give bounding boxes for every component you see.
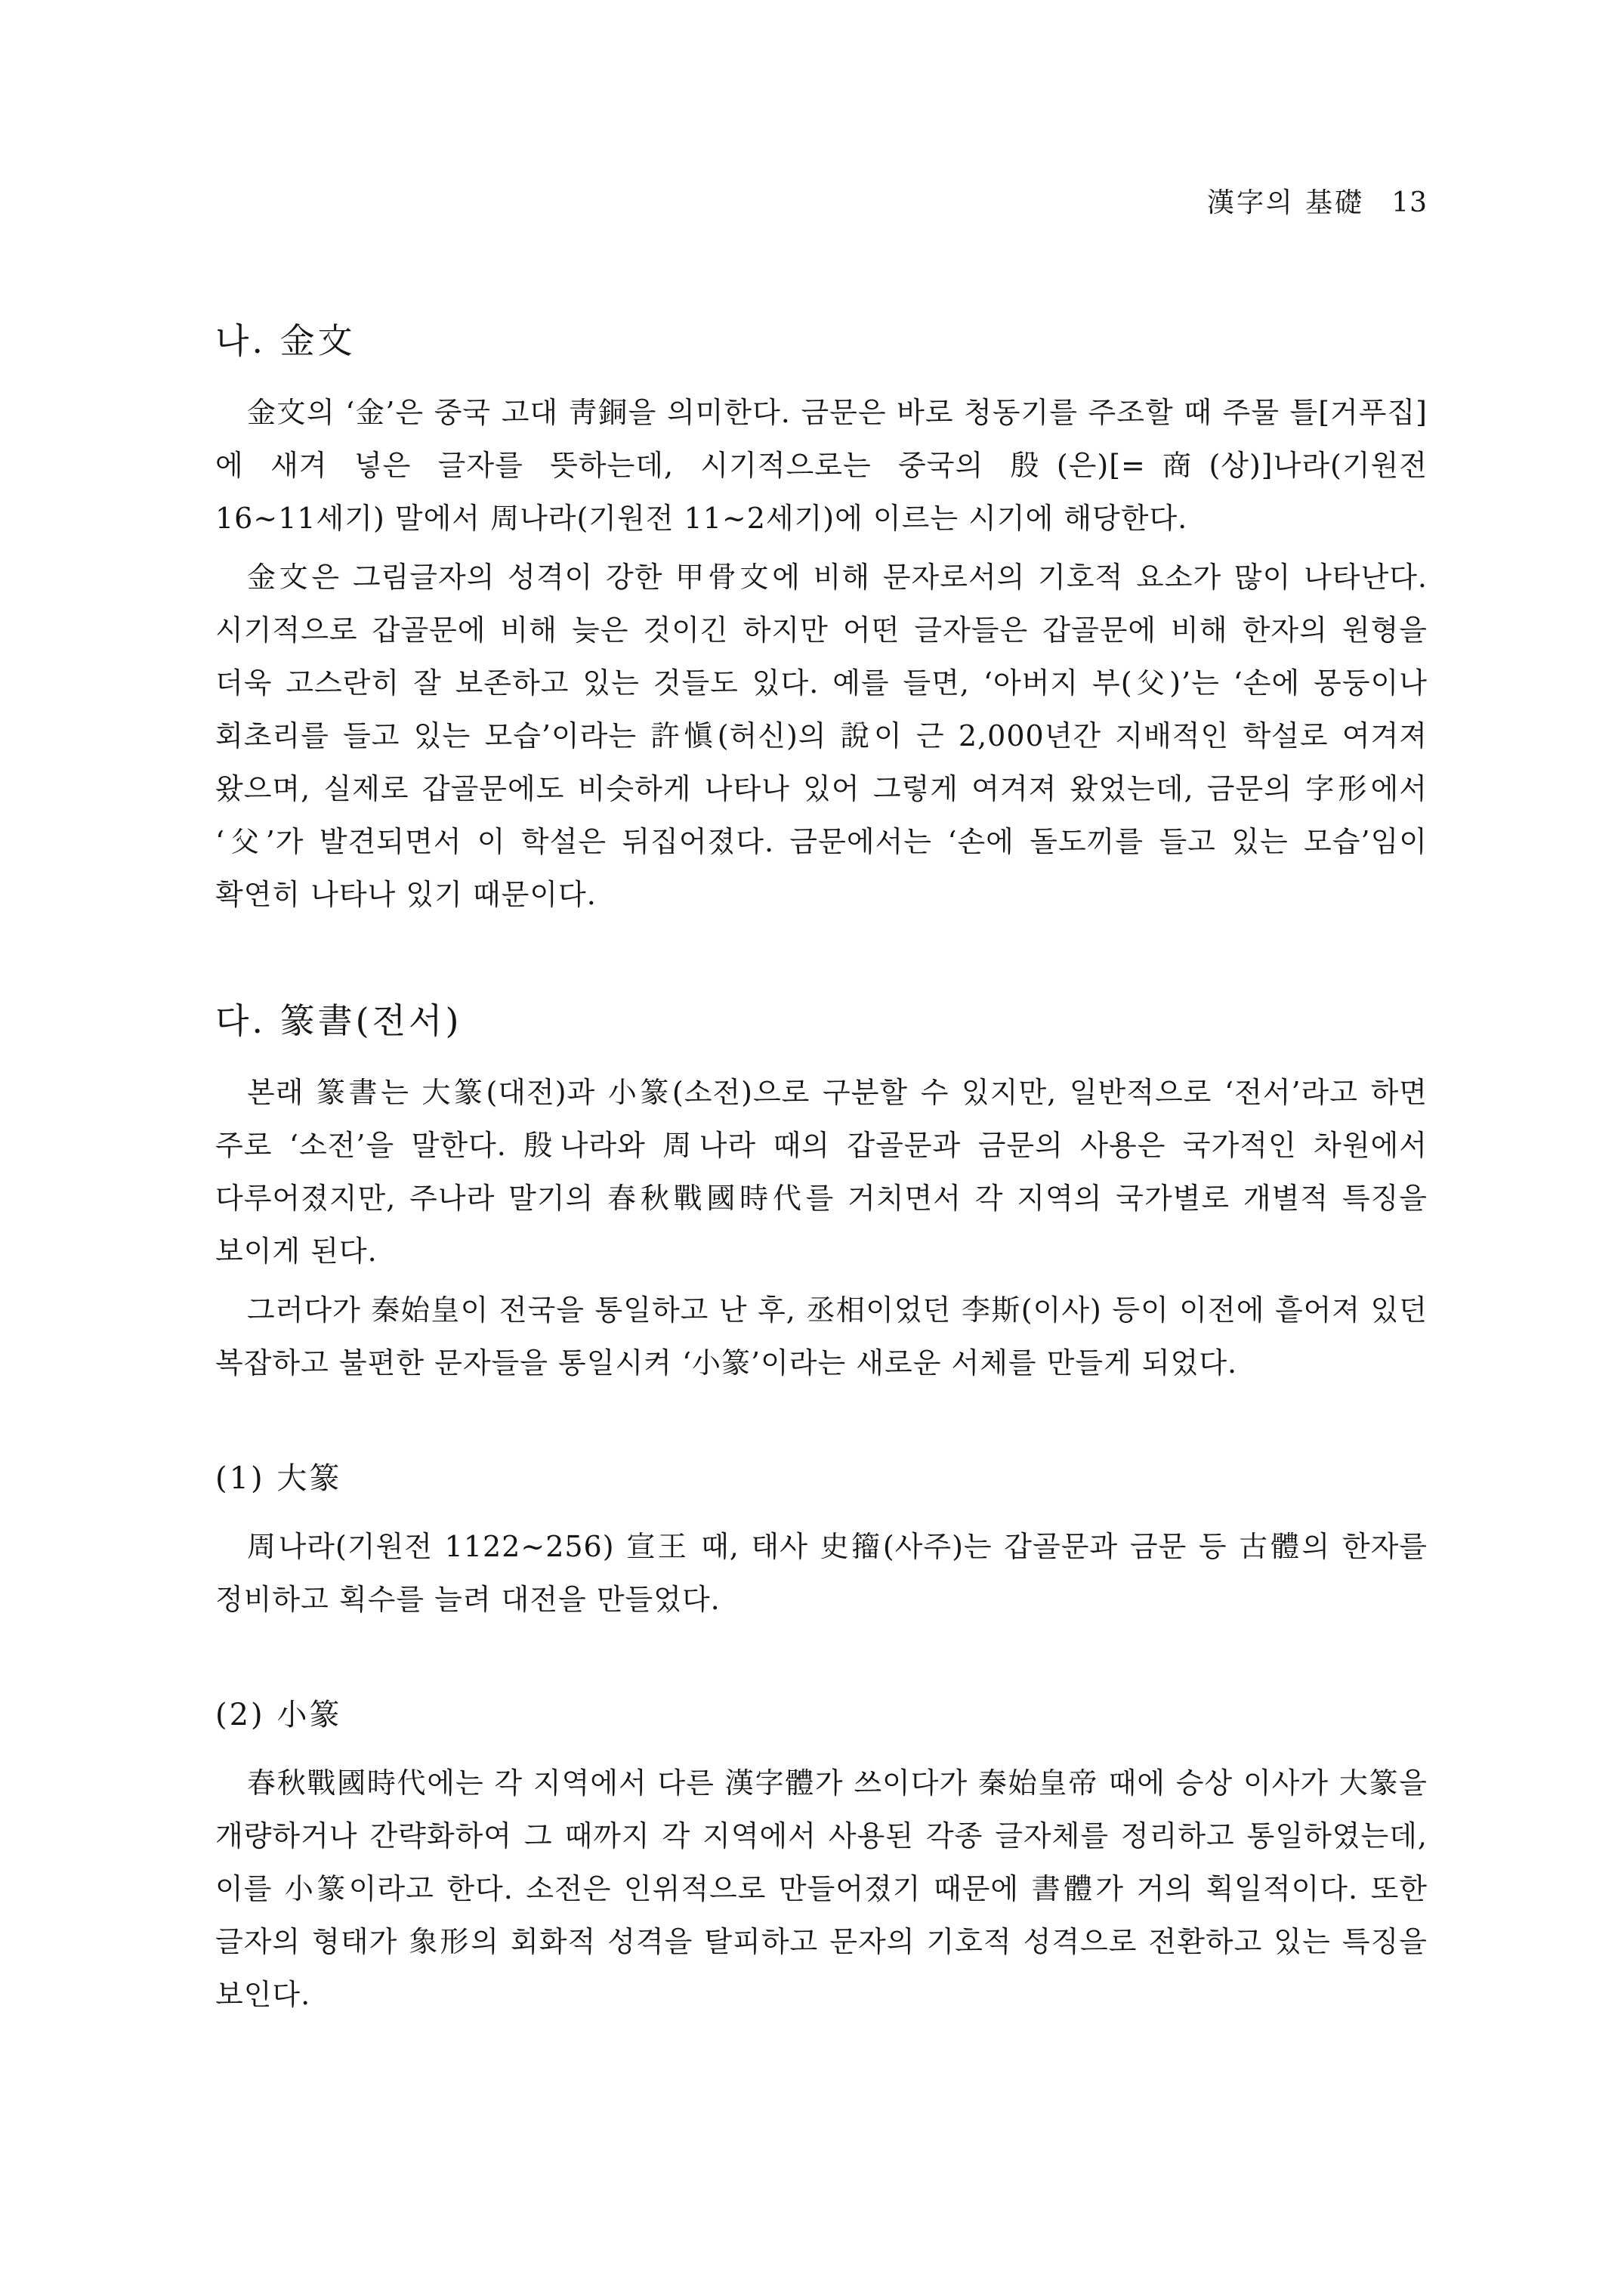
subsection-heading-sojeon: (2) 小篆: [215, 1698, 342, 1732]
paragraph-geummun-1: 金文의 ‘金’은 중국 고대 靑銅을 의미한다. 금문은 바로 청동기를 주조할 때 주물 틀[거푸집]에 새겨 넣은 글자를 뜻하는데, 시기적으로는 중국의 殷(은)[=商(상)]나라(기원전 16~11세기) 말에서 周나라(기원전 11~2세기)에 이르는 시기에 해당한다.: [215, 396, 1428, 535]
page-number: 13: [1391, 187, 1428, 218]
header-title: 漢字의 基礎: [1206, 187, 1365, 218]
subsection-heading-daejeon: (1) 大篆: [215, 1461, 342, 1496]
page-body: [215, 314, 1428, 2027]
paragraph-geummun-2: 金文은 그림글자의 성격이 강한 甲骨文에 비해 문자로서의 기호적 요소가 많이 나타난다. 시기적으로 갑골문에 비해 늦은 것이긴 하지만 어떤 글자들은 갑골문에 비해 한자의 원형을 더욱 고스란히 잘 보존하고 있는 것들도 있다. 예를 들면, ‘아버지 부(父)’는 ‘손에 몽둥이나 회초리를 들고 있는 모습’이라는 許愼(허신)의 說이 근 2,000년간 지배적인 학설로 여겨져 왔으며, 실제로 갑골문에도 비슷하게 나타나 있어 그렇게 여겨져 왔었는데, 금문의 字形에서 ‘父’가 발견되면서 이 학설은 뒤집어졌다. 금문에서는 ‘손에 돌도끼를 들고 있는 모습’임이 확연히 나타나 있기 때문이다.: [215, 561, 1428, 911]
paragraph-jeonseo-2: 그러다가 秦始皇이 전국을 통일하고 난 후, 丞相이었던 李斯(이사) 등이 이전에 흩어져 있던 복잡하고 불편한 문자들을 통일시켜 ‘小篆’이라는 새로운 서체를 만들게 되었다.: [215, 1293, 1428, 1380]
paragraph-sojeon-1: 春秋戰國時代에는 각 지역에서 다른 漢字體가 쓰이다가 秦始皇帝 때에 승상 이사가 大篆을 개량하거나 간략화하여 그 때까지 각 지역에서 사용된 각종 글자체를 정리하고 통일하였는데, 이를 小篆이라고 한다. 소전은 인위적으로 만들어졌기 때문에 書體가 거의 획일적이다. 또한 글자의 형태가 象形의 회화적 성격을 탈피하고 문자의 기호적 성격으로 전환하고 있는 특징을 보인다.: [215, 1766, 1428, 2011]
paragraph-daejeon-1: 周나라(기원전 1122~256) 宣王 때, 태사 史籀(사주)는 갑골문과 금문 등 古體의 한자를 정비하고 획수를 늘려 대전을 만들었다.: [215, 1530, 1428, 1616]
running-header: [215, 181, 1428, 220]
section-heading-geummun: 나. 金文: [215, 320, 356, 361]
section-heading-jeonseo: 다. 篆書(전서): [215, 1000, 462, 1041]
paragraph-jeonseo-1: 본래 篆書는 大篆(대전)과 小篆(소전)으로 구분할 수 있지만, 일반적으로 ‘전서’라고 하면 주로 ‘소전’을 말한다. 殷나라와 周나라 때의 갑골문과 금문의 사용은 국가적인 차원에서 다루어졌지만, 주나라 말기의 春秋戰國時代를 거치면서 각 지역의 국가별로 개별적 특징을 보이게 된다.: [215, 1076, 1428, 1268]
